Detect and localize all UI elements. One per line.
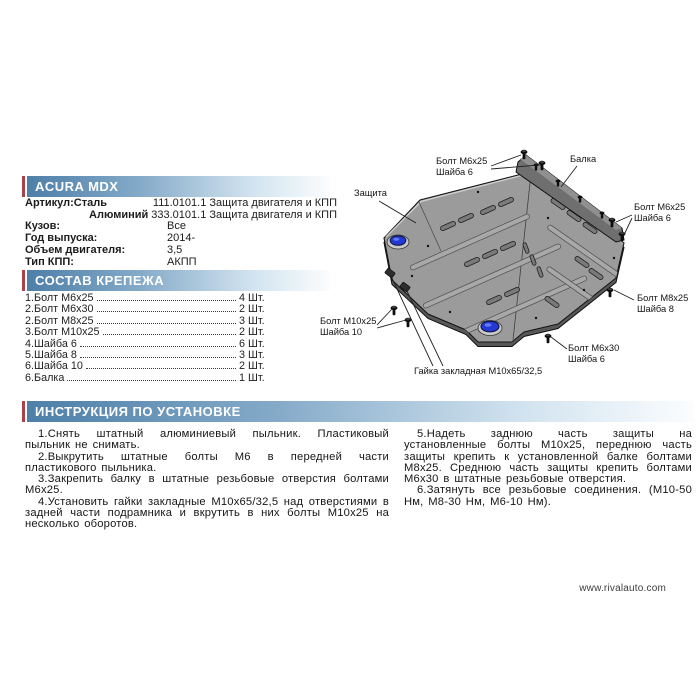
shield-drawing-svg	[320, 130, 700, 400]
footer-website: www.rivalauto.com	[579, 583, 666, 594]
spec-label: Год выпуска:	[25, 232, 98, 245]
product-title: ACURA MDX	[35, 179, 119, 194]
dot-leader	[80, 357, 236, 358]
spec-label: Тип КПП:	[25, 255, 74, 268]
spec-row	[25, 198, 337, 210]
label-bolt-m6x30: Болт М6х30 Шайба 6	[568, 343, 620, 364]
shield-diagram	[320, 130, 700, 400]
instruction-step: 6.Затянуть все резьбовые соединения. (М10-50 Нм, М8-30 Нм, М6-10 Нм).	[404, 484, 692, 508]
fastener-qty: 1 Шт.	[239, 371, 265, 384]
product-title-bar	[22, 176, 330, 197]
fastener-qty: 3 Шт.	[239, 349, 265, 362]
label-bolt-m6x25-top: Болт М6х25 Шайба 6	[436, 156, 488, 177]
fastener-name: 2.Болт М6х30	[25, 303, 94, 316]
spec-label: Алюминий	[89, 208, 149, 221]
fastener-qty: 2 Шт.	[239, 326, 265, 339]
mount-hole-bottom	[478, 321, 502, 336]
spec-label: Артикул:Сталь	[25, 197, 107, 209]
spec-value: Все	[167, 220, 186, 233]
instructions-title: ИНСТРУКЦИЯ ПО УСТАНОВКЕ	[35, 404, 241, 419]
bolt-m8x25	[607, 288, 614, 298]
instruction-step: 2.Выкрутить штатные болты М6 в передней части пластикового пыльника.	[25, 450, 389, 474]
fastener-qty: 6 Шт.	[239, 337, 265, 350]
label-bolt-m6x25-right: Болт М6х25 Шайба 6	[634, 202, 686, 223]
bolt-m6x30	[545, 334, 552, 344]
product-specs	[25, 198, 337, 268]
dot-leader	[80, 346, 236, 347]
instruction-step: 3.Закрепить балку в штатные резьбовые отверстия болтами М6х25.	[25, 473, 389, 497]
spec-value: 3,5	[167, 243, 183, 256]
instruction-step: 1.Снять штатный алюминиевый пыльник. Пластиковый пыльник не снимать.	[25, 428, 389, 452]
bolt-m10x25	[405, 318, 412, 328]
dot-leader	[67, 380, 236, 381]
label-nut: Гайка закладная М10х65/32,5	[414, 366, 543, 376]
spec-value: 111.0101.1 Защита двигателя и КПП	[152, 197, 337, 209]
fastener-qty: 4 Шт.	[239, 292, 265, 304]
fastener-name: 6.Балка	[25, 371, 65, 384]
spec-row	[25, 257, 337, 269]
spec-label: Кузов:	[25, 220, 61, 233]
red-accent-bar	[22, 401, 25, 422]
mount-hole-left	[387, 235, 409, 249]
fastener-name: 3.Болт М10х25	[25, 326, 100, 339]
fastener-name: 6.Шайба 10	[25, 360, 83, 373]
spec-value: 333.0101.1 Защита двигателя и КПП	[151, 208, 337, 221]
dot-leader	[97, 300, 236, 301]
fastener-row	[25, 327, 275, 338]
fasteners-title: СОСТАВ КРЕПЕЖА	[35, 273, 165, 288]
dot-leader	[97, 311, 236, 312]
label-bolt-m10x25: Болт М10х25 Шайба 10	[320, 316, 377, 337]
fastener-qty: 3 Шт.	[239, 314, 265, 327]
fastener-qty: 2 Шт.	[239, 303, 265, 316]
label-beam: Балка	[570, 154, 597, 164]
instruction-step: 5.Надеть заднюю часть защиты на установленные болты М10х25, переднюю часть защиты крепить к установленной балке болтами М8х25. Среднюю часть защиты крепить болтами М6х30 в штатные резьбовые отверстия.	[404, 428, 692, 486]
fastener-name: 5.Шайба 8	[25, 349, 77, 362]
instructions-right-column	[404, 429, 692, 508]
spec-value: АКПП	[167, 255, 197, 268]
fastener-name: 2.Болт М8х25	[25, 314, 94, 327]
spec-value: 2014-	[167, 232, 196, 245]
fastener-name: 4.Шайба 6	[25, 337, 77, 350]
dot-leader	[86, 368, 236, 369]
dot-leader	[103, 334, 236, 335]
dot-leader	[97, 323, 236, 324]
instructions-left-column	[25, 429, 389, 531]
instruction-step: 4.Установить гайки закладные М10х65/32,5 над отверстиями в задней части подрамника и вкрутить в них болты М10х25 на несколько оборотов.	[25, 495, 389, 531]
label-bolt-m8x25: Болт М8х25 Шайба 8	[637, 293, 689, 314]
label-shield: Защита	[354, 188, 387, 198]
spec-row	[25, 245, 337, 257]
fasteners-title-bar	[22, 270, 330, 291]
red-accent-bar	[22, 176, 25, 197]
instructions-title-bar	[22, 401, 694, 422]
spec-label: Объем двигателя:	[25, 243, 126, 256]
red-accent-bar	[22, 270, 25, 291]
fastener-name: 1.Болт М6х25	[25, 292, 94, 304]
fastener-qty: 2 Шт.	[239, 360, 265, 373]
fastener-row	[25, 373, 275, 384]
fasteners-list	[25, 293, 275, 384]
bolt-m10x25	[391, 306, 398, 316]
